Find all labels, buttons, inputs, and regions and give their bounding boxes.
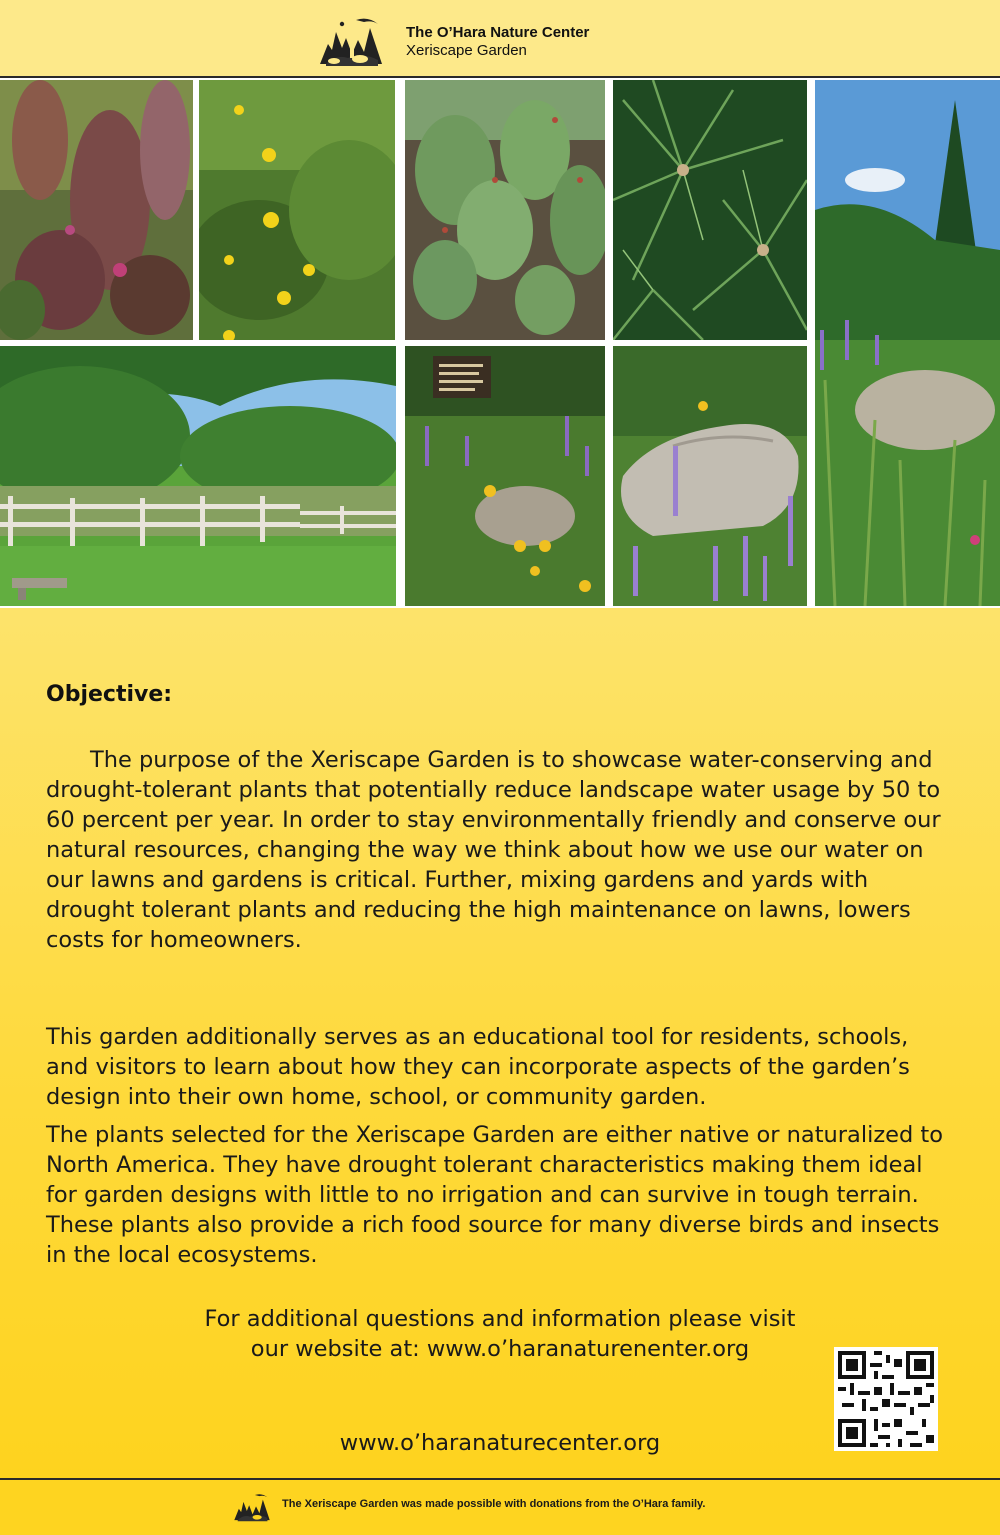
photo-smokebush [0,80,193,340]
footer [0,1478,1000,1535]
photo-garden-sign [405,346,605,606]
paragraph-education: This garden additionally serves as an educational tool for residents, schools, and visitors to learn about how they can incorporate aspects of the garden’s design into their own home, school, or community garden. [46,1024,910,1110]
paragraph-plants: The plants selected for the Xeriscape Garden are either native or naturalized to North America. They have drought tolerant characteristics making them ideal for garden designs with little to no irrigation and can survive in tough terrain. These plants also provide a rich food source for many diverse birds and insects in the local ecosystems. [46,1122,944,1268]
objective-heading: Objective: [46,682,173,707]
contact-line-2: our website at: www.o’haranaturenenter.org [250,1336,750,1362]
paragraph-purpose: The purpose of the Xeriscape Garden is to showcase water-conserving and drought-tolerant plants that potentially reduce landscape water usage by 50 to 60 percent per year. In order to stay environmentally friendly and conserve our natural resources, changing the way we think about how we use our water on our lawns and gardens is critical. Further, mixing gardens and yards with drought tolerant plants and reducing the high maintenance on lawns, lowers costs for homeowners. [46,747,941,953]
photo-pine [613,80,807,340]
footer-logo-icon [232,1490,272,1524]
footer-credit: The Xeriscape Garden was made possible with donations from the O’Hara family. [282,1498,706,1510]
photo-boulder [613,346,807,606]
photo-grid [0,78,1000,608]
nature-center-logo-icon [316,14,386,68]
website-url[interactable]: www.o’haranaturecenter.org [339,1430,661,1456]
photo-hillside [815,80,1000,606]
header-subtitle: Xeriscape Garden [406,42,527,59]
contact-info [100,1304,900,1364]
photo-cactus [405,80,605,340]
contact-line-1: For additional questions and information please visit [204,1306,796,1332]
header [0,0,1000,78]
photo-fence [0,346,396,606]
photo-coreopsis [199,80,395,340]
header-title: The O’Hara Nature Center [406,24,590,41]
qr-code-icon[interactable] [834,1347,938,1451]
